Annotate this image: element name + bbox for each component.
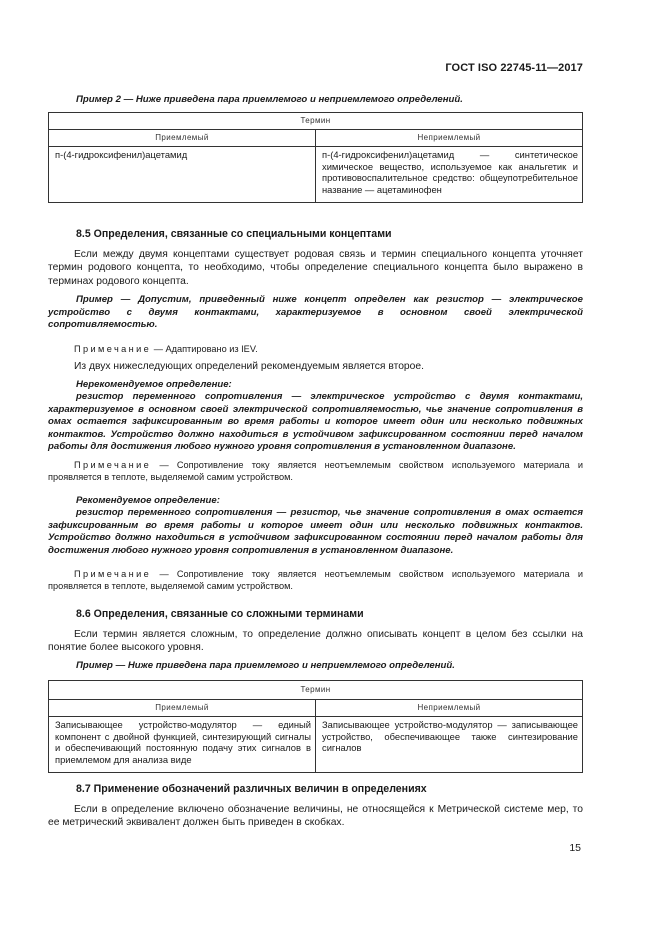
section-8-5-heading: 8.5 Определения, связанные со специальными концептами — [76, 228, 392, 240]
section-8-5-example: Пример — Допустим, приведенный ниже концепт определен как резистор — электрическое устройство с двумя контактами, характеризуемое в основном своей электрической сопротивляемостью. — [48, 294, 583, 330]
unacceptable-definition: п-(4-гидроксифенил)ацетамид — синтетическое химическое вещество, используемое как анальгетик и противовоспалительное средство: общеупотребительное название — ацетаминофен — [316, 147, 583, 203]
page-number: 15 — [569, 842, 581, 854]
section-8-7-body: Если в определение включено обозначение величины, не относящейся к Метрической системе мер, то ее метрический эквивалент должен быть приведен в скобках. — [48, 804, 583, 829]
section-8-6-heading: 8.6 Определения, связанные со сложными терминами — [76, 608, 364, 620]
example-8-6-table — [48, 680, 583, 773]
note-label: Примечание — [74, 569, 152, 579]
not-recommended-definition: резистор переменного сопротивления — электрическое устройство с двумя контактами, характеризуемое в основном своей электрической сопротивляемостью, чье значение сопротивления в омах остается зафиксированным во время работы и которое имеет один или несколько подвижных контактов. Устройство должно находиться в устойчивом зафиксированном состоянии перед началом работы для достижения любого нужного уровня сопротивления в установленном диапазоне. — [48, 391, 583, 452]
table-title: Термин — [49, 681, 583, 700]
not-recommended-label: Нерекомендуемое определение: — [76, 379, 232, 390]
acceptable-definition: п-(4-гидроксифенил)ацетамид — [49, 147, 316, 203]
section-8-7-heading: 8.7 Применение обозначений различных величин в определениях — [76, 783, 427, 795]
standard-header: ГОСТ ISO 22745-11—2017 — [445, 62, 583, 74]
acceptable-definition: Записывающее устройство-модулятор — единый компонент с двойной функцией, синтезирующий сигналы и обеспечивающий постоянную подачу этих сигналов в приемлемом для анализа виде — [49, 717, 316, 773]
recommended-label: Рекомендуемое определение: — [76, 495, 220, 506]
note-label: Примечание — [74, 460, 152, 470]
column-header-unacceptable: Неприемлемый — [316, 130, 583, 147]
table-title: Термин — [49, 113, 583, 130]
recommended-definition: резистор переменного сопротивления — резистор, чье значение сопротивления в омах остается зафиксированным во время работы и которое имеет один или несколько подвижных контактов. Устройство должно находиться в устойчивом зафиксированном состоянии перед началом работы для достижения любого нужного уровня сопротивления в установленном диапазоне. — [48, 507, 583, 556]
section-8-5-body: Если между двумя концептами существует родовая связь и термин специального концепта уточняет термин родового концепта, то необходимо, чтобы определение специального концепта было выражено в терминах родового концепта. — [48, 249, 583, 287]
column-header-unacceptable: Неприемлемый — [316, 700, 583, 717]
note-text: — Сопротивление току является неотъемлемым свойством используемого материала и проявляется в теплоте, выделяемой самим устройством. — [48, 569, 583, 591]
note-adapted — [48, 343, 583, 355]
column-header-acceptable: Приемлемый — [49, 700, 316, 717]
section-8-6-example: Пример — Ниже приведена пара приемлемого и неприемлемого определений. — [76, 660, 455, 671]
note-text: — Сопротивление току является неотъемлемым свойством используемого материала и проявляется в теплоте, выделяемой самим устройством. — [48, 460, 583, 482]
note-resistance-1 — [48, 459, 583, 483]
note-label: Примечание — [74, 344, 152, 354]
section-8-6-body: Если термин является сложным, то определение должно описывать концепт в целом без ссылки на понятие более высокого уровня. — [48, 629, 583, 654]
note-resistance-2 — [48, 568, 583, 592]
column-header-acceptable: Приемлемый — [49, 130, 316, 147]
example2-intro: Пример 2 — Ниже приведена пара приемлемого и неприемлемого определений. — [76, 94, 463, 105]
recommendation-statement: Из двух нижеследующих определений рекомендуемым является второе. — [74, 361, 424, 372]
note-text: — Адаптировано из IEV. — [151, 344, 258, 354]
example2-table — [48, 112, 583, 203]
unacceptable-definition: Записывающее устройство-модулятор — записывающее устройство, обеспечивающее также синтезирование сигналов — [316, 717, 583, 773]
